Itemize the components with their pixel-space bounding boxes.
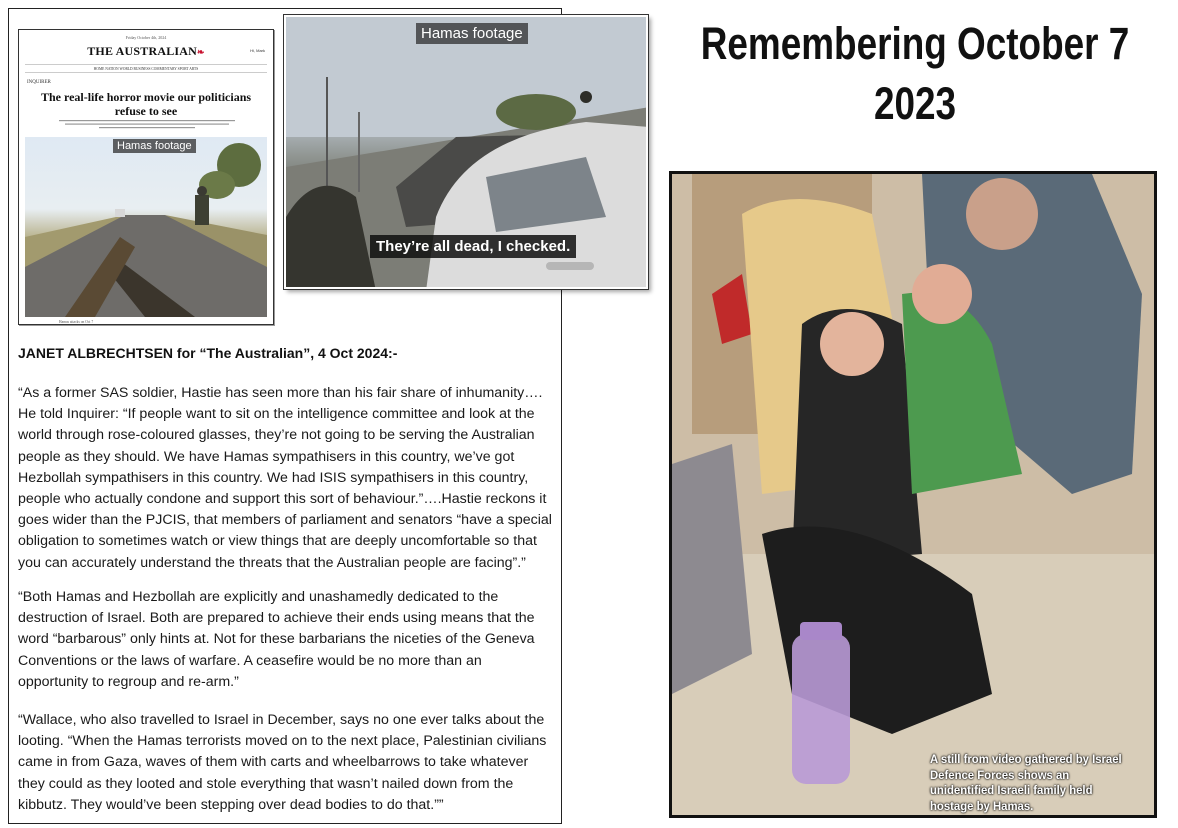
article-byline: JANET ALBRECHTSEN for “The Australian”, 4 Oct 2024:-	[18, 345, 398, 361]
hostage-photo-caption: A still from video gathered by Israel Defence Forces shows an unidentified Israeli family held hostage by Hamas.	[930, 752, 1122, 813]
article-paragraph-2: “Both Hamas and Hezbollah are explicitly and unashamedly dedicated to the destruction of Israel. Both are prepared to achieve their ends using means that the word “barbarous” only hints at. Not for these barbarians the niceties of the Geneva Conventions or the laws of warfare. A ceasefire would be no more than an opportunity to regroup and re-arm.”	[18, 589, 535, 690]
page-title	[699, 14, 1130, 134]
newspaper-edition-date: Friday October 4th, 2024	[125, 35, 167, 40]
newspaper-photo-caption: Hamas attacks on Oct 7	[59, 320, 94, 324]
page-title-line-1: Remembering October 7	[700, 18, 1130, 69]
newspaper-screenshot	[18, 29, 274, 325]
hostage-family-image	[672, 174, 1154, 815]
newspaper-nav: HOME NATION WORLD BUSINESS COMMENTARY SPORT ARTS	[25, 64, 267, 73]
newspaper-section: INQUIRER	[27, 80, 51, 85]
newspaper-standfirst	[59, 119, 233, 130]
newspaper-photo	[25, 137, 267, 317]
newspaper-headline: The real-life horror movie our politicians refuse to see	[40, 90, 252, 118]
hostage-photo	[669, 171, 1157, 818]
video-still	[284, 15, 648, 289]
masthead-flag-icon: ❧	[197, 47, 205, 57]
video-top-label: Hamas footage	[416, 23, 528, 44]
newspaper-photo-label: Hamas footage	[113, 139, 196, 153]
road-scene-image	[25, 137, 267, 317]
newspaper-masthead-text: THE AUSTRALIAN	[87, 44, 198, 58]
newspaper-login: Hi, Mark	[250, 48, 265, 53]
article-paragraph-1: “As a former SAS soldier, Hastie has seen more than his fair share of inhumanity…. He told Inquirer: “If people want to sit on the intelligence committee and look at the world through rose-coloured glasses, they’re not going to be serving the Australian people as they should. We have Hamas sympathisers in this country, we’ve got Hezbollah sympathisers in this country. We had ISIS sympathisers in this country, people who actually condone and support this sort of behaviour.”….Hastie reckons it goes wider than the PJCIS, that members of parliament and senators “have a special obligation to sometimes watch or view things that are deeply uncomfortable so that you can accurately understand the threats that the Australian people are facing”.”	[18, 385, 552, 571]
newspaper-topline	[25, 35, 267, 43]
video-subtitle: They’re all dead, I checked.	[370, 235, 576, 258]
newspaper-masthead	[19, 44, 273, 59]
standfirst-lines	[59, 119, 235, 129]
article-paragraph-3: “Wallace, who also travelled to Israel in December, says no one ever talks about the looting. “When the Hamas terrorists moved on to the next place, Palestinian civilians came in from Gaza, waves of them with carts and wheelbarrows to take whatever they could as they looted and stole everything that wasn’t nailed down from the kibbutz. They would’ve been stepping over dead bodies to do that.””	[18, 712, 547, 813]
page-title-line-2: 2023	[873, 78, 957, 129]
